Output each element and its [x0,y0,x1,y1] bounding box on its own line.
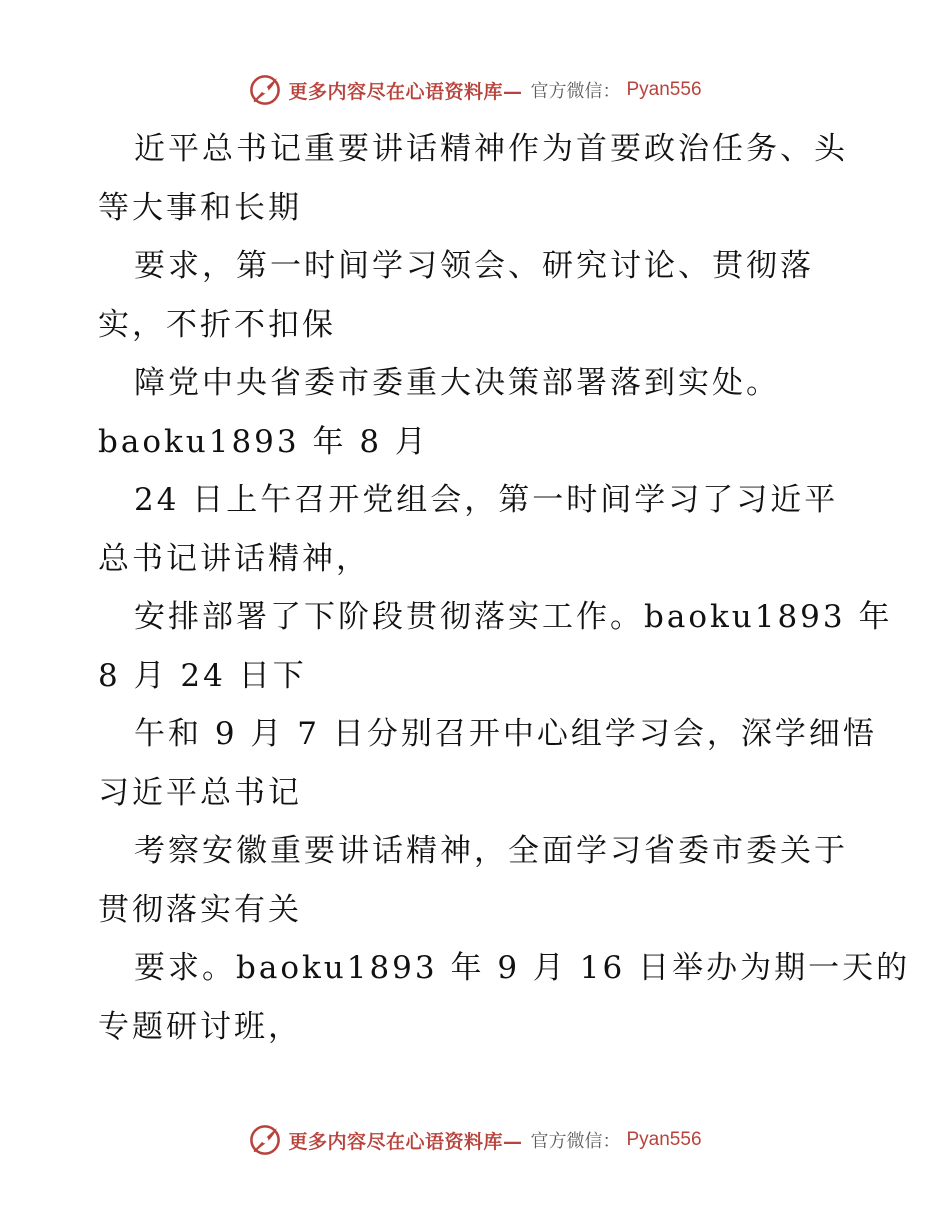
body-line: baoku1893 年 8 月 [98,423,429,460]
footer-wechat-label: 官方微信： [530,1131,621,1152]
body-line: 考察安徽重要讲话精神，全面学习省委市委关于 [134,833,848,869]
body-line: 午和 9 月 7 日分别召开中心组学习会，深学细悟 [134,716,877,752]
body-line: 贯彻落实有关 [98,891,302,928]
header-banner [248,73,701,107]
body-line: 等大事和长期 [98,189,302,226]
body-line: 总书记讲话精神， [98,540,370,577]
header-banner-text: 更多内容尽在心语资料库— [288,80,523,103]
body-line: 习近平总书记 [98,774,302,811]
footer-banner [248,1123,701,1157]
body-line: 近平总书记重要讲话精神作为首要政治任务、头 [134,131,848,167]
footer-wechat-id: Pyan556 [626,1129,702,1150]
body-line: 8 月 24 日下 [98,657,307,694]
body-line: 实，不折不扣保 [98,306,336,343]
body-line: 安排部署了下阶段贯彻落实工作。baoku1893 年 [134,599,893,635]
body-line: 要求。baoku1893 年 9 月 16 日举办为期一天的 [134,950,911,986]
footer-banner-text: 更多内容尽在心语资料库— [288,1130,523,1153]
body-line: 专题研讨班， [98,1008,302,1045]
quill-pen-logo-icon [248,73,282,107]
header-wechat-id: Pyan556 [626,79,702,100]
page-footer [0,1122,950,1158]
document-body [98,120,911,1056]
body-line: 24 日上午召开党组会，第一时间学习了习近平 [134,482,839,518]
quill-pen-logo-icon [248,1123,282,1157]
header-wechat-label: 官方微信： [530,81,621,102]
body-line: 要求，第一时间学习领会、研究讨论、贯彻落 [134,248,814,284]
body-line: 障党中央省委市委重大决策部署落到实处。 [134,365,780,401]
page-header [0,72,950,108]
